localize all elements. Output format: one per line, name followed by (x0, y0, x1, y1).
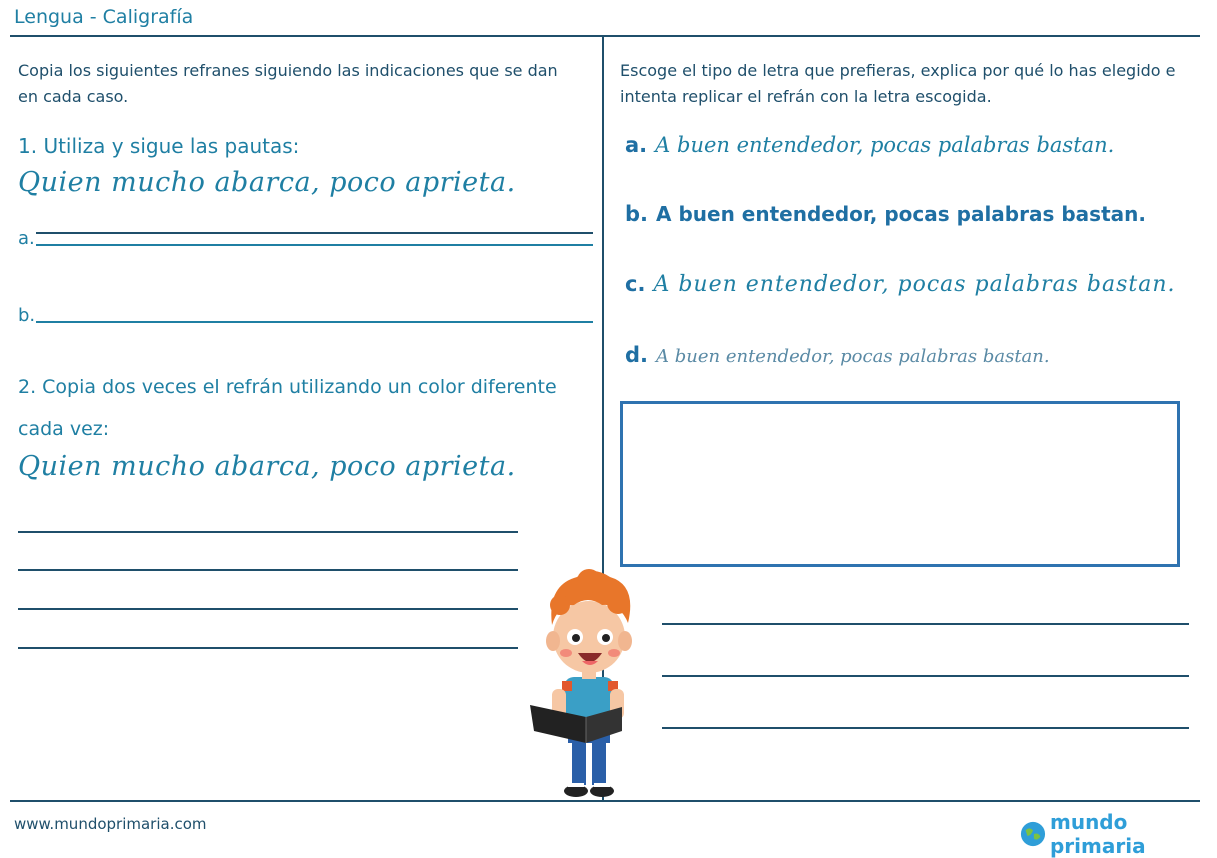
option-a (625, 133, 1114, 157)
bottom-divider (10, 800, 1200, 802)
boy-reading-illustration (522, 565, 657, 805)
right-instructions: Escoge el tipo de letra que prefieras, explica por qué lo has elegido e intenta replicar el refrán con la letra escogida. (620, 61, 1176, 106)
answer-box[interactable] (620, 401, 1180, 567)
left-instructions: Copia los siguientes refranes siguiendo las indicaciones que se dan en cada caso. (18, 61, 558, 106)
option-d-letter: d. (625, 343, 649, 367)
writing-line[interactable] (662, 727, 1189, 729)
option-a-letter: a. (625, 133, 648, 157)
page-title: Lengua - Caligrafía (14, 6, 194, 28)
option-d-text: A buen entendedor, pocas palabras bastan. (656, 346, 1050, 367)
section1-heading: 1. Utiliza y sigue las pautas: (18, 134, 300, 158)
globe-icon (1020, 820, 1046, 848)
section2-proverb: Quien mucho abarca, poco aprieta. (18, 451, 516, 482)
option-d (625, 343, 1050, 367)
option-a-text: A buen entendedor, pocas palabras bastan. (655, 133, 1115, 157)
top-divider (10, 35, 1200, 37)
footer-url[interactable]: www.mundoprimaria.com (14, 815, 207, 833)
section2-heading: 2. Copia dos veces el refrán utilizando un color diferente (18, 376, 557, 398)
option-b-letter: b. (625, 202, 649, 226)
guide-line-b (36, 321, 593, 323)
line-label-a: a. (18, 228, 35, 249)
writing-line[interactable] (18, 531, 518, 533)
guide-line-a-base (36, 244, 593, 246)
line-label-b: b. (18, 305, 36, 326)
brand-name: mundo primaria (1049, 810, 1146, 858)
option-b (625, 202, 1146, 226)
brand-logo[interactable] (1020, 810, 1217, 858)
writing-line[interactable] (18, 608, 518, 610)
writing-line[interactable] (662, 623, 1189, 625)
writing-line[interactable] (18, 569, 518, 571)
guide-line-a-top (36, 232, 593, 234)
writing-line[interactable] (18, 647, 518, 649)
option-b-text: A buen entendedor, pocas palabras bastan. (656, 202, 1146, 226)
section2-heading-cont: cada vez: (18, 418, 110, 440)
option-c-text: A buen entendedor, pocas palabras bastan. (653, 272, 1176, 297)
section1-proverb: Quien mucho abarca, poco aprieta. (18, 167, 516, 198)
writing-line[interactable] (662, 675, 1189, 677)
option-c-letter: c. (625, 272, 646, 296)
option-c (625, 272, 1176, 297)
